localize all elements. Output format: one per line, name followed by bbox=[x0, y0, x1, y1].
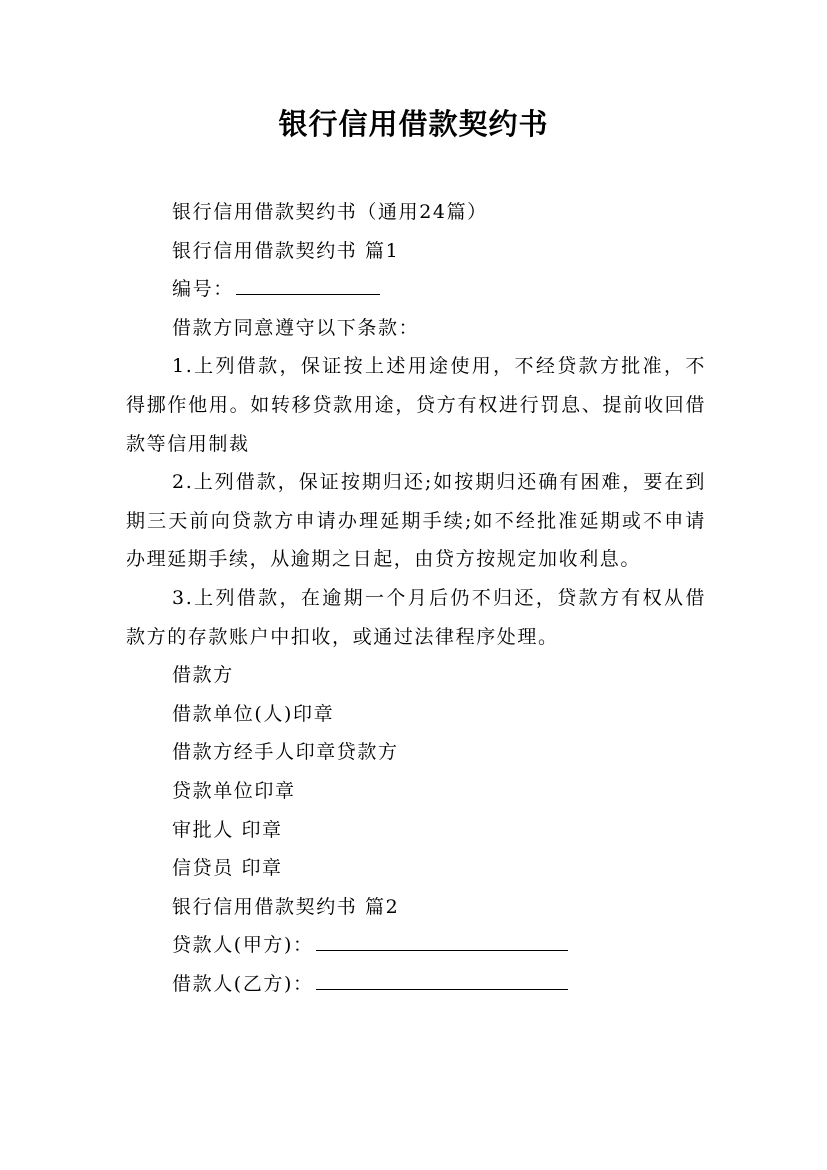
subtitle: 银行信用借款契约书（通用24篇） bbox=[172, 201, 488, 223]
section-heading-2: 银行信用借款契约书 篇2 bbox=[172, 895, 400, 918]
borrower-seal: 借款单位(人)印章 bbox=[172, 702, 335, 725]
number-line bbox=[126, 270, 706, 309]
handler-seal: 借款方经手人印章贷款方 bbox=[172, 741, 399, 764]
party-b-line bbox=[126, 965, 706, 1004]
party-b-blank-line bbox=[316, 971, 568, 990]
party-a-blank-line bbox=[316, 932, 568, 951]
document-title: 银行信用借款契约书 bbox=[278, 107, 549, 141]
number-blank-line bbox=[236, 276, 380, 295]
clause-1: 1.上列借款，保证按上述用途使用，不经贷款方批准，不得挪作他用。如转移贷款用途，贷方有权进行罚息、提前收回借款等信用制裁 bbox=[126, 355, 706, 455]
document-body bbox=[126, 193, 706, 1003]
party-b-label: 借款人(乙方)： bbox=[172, 972, 314, 995]
section-heading-1: 银行信用借款契约书 篇1 bbox=[172, 239, 400, 262]
clause-3: 3.上列借款，在逾期一个月后仍不归还，贷款方有权从借款方的存款账户中扣收，或通过法律程序处理。 bbox=[126, 586, 706, 648]
officer-seal: 信贷员 印章 bbox=[172, 857, 283, 880]
borrower-label: 借款方 bbox=[172, 664, 234, 687]
party-a-label: 贷款人(甲方)： bbox=[172, 934, 314, 957]
approver-seal: 审批人 印章 bbox=[172, 818, 283, 841]
intro-paragraph: 借款方同意遵守以下条款： bbox=[172, 316, 420, 339]
number-label: 编号： bbox=[172, 278, 234, 301]
clause-2: 2.上列借款，保证按期归还;如按期归还确有困难，要在到期三天前向贷款方申请办理延期手续;如不经批准延期或不申请办理延期手续，从逾期之日起，由贷方按规定加收利息。 bbox=[126, 471, 706, 571]
lender-seal: 贷款单位印章 bbox=[172, 779, 296, 802]
party-a-line bbox=[126, 926, 706, 965]
